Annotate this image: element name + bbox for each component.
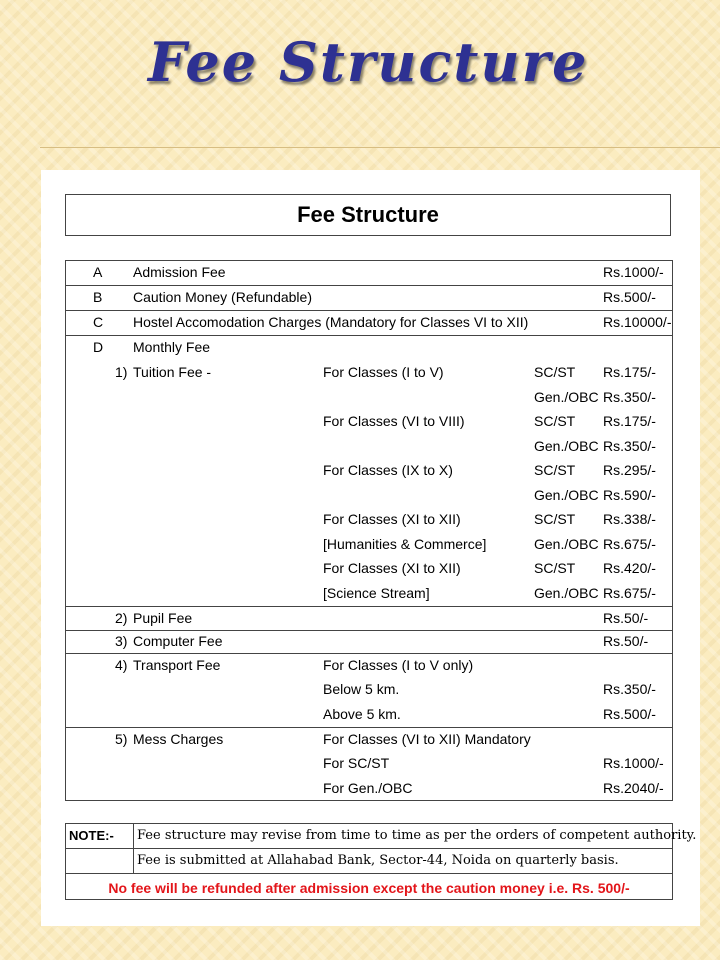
amount: Rs.420/-	[603, 560, 656, 576]
fee-table	[65, 260, 673, 801]
amount: Rs.675/-	[603, 536, 656, 552]
row-letter: A	[93, 264, 103, 280]
class-range: For Classes (VI to XII) Mandatory	[323, 731, 531, 747]
row-separator	[66, 606, 672, 607]
class-range: For Classes (XI to XII)	[323, 511, 461, 527]
row-label: Hostel Accomodation Charges (Mandatory for Classes VI to XII)	[133, 314, 529, 330]
category: SC/ST	[534, 364, 576, 380]
refund-warning: No fee will be refunded after admission except the caution money i.e. Rs. 500/-	[108, 880, 630, 896]
amount: Rs.350/-	[603, 681, 656, 697]
amount: Rs.500/-	[603, 706, 656, 722]
slide-title: Fee Structure	[148, 30, 589, 94]
class-range: For Classes (I to V)	[323, 364, 444, 380]
category: SC/ST	[534, 413, 576, 429]
row-separator	[66, 823, 672, 824]
amount: Rs.350/-	[603, 389, 656, 405]
row-separator	[66, 310, 672, 311]
note-box	[65, 823, 697, 900]
row-label: Monthly Fee	[133, 339, 211, 355]
row-separator	[66, 630, 672, 631]
category: For Gen./OBC	[323, 780, 413, 796]
amount: Rs.1000/-	[603, 755, 664, 771]
row-separator	[66, 727, 672, 728]
row-label: Admission Fee	[133, 264, 226, 280]
category: SC/ST	[534, 560, 576, 576]
item-number: 1)	[115, 364, 128, 380]
amount: Rs.338/-	[603, 511, 656, 527]
row-letter: D	[93, 339, 104, 355]
row-amount: Rs.50/-	[603, 610, 649, 626]
row-amount: Rs.500/-	[603, 289, 656, 305]
category: SC/ST	[534, 462, 576, 478]
row-separator	[66, 260, 672, 261]
amount: Rs.350/-	[603, 438, 656, 454]
distance: Above 5 km.	[323, 706, 401, 722]
row-label: Pupil Fee	[133, 610, 193, 626]
row-separator	[66, 335, 672, 336]
note-label: NOTE:-	[69, 828, 114, 843]
item-number: 3)	[115, 633, 128, 649]
tuition-fee-label: Tuition Fee -	[133, 364, 212, 380]
item-number: 2)	[115, 610, 128, 626]
row-letter: C	[93, 314, 104, 330]
row-amount: Rs.1000/-	[603, 264, 664, 280]
row-separator	[66, 653, 672, 654]
row-amount: Rs.10000/-	[603, 314, 672, 330]
fee-document	[41, 170, 700, 926]
title-divider	[40, 147, 720, 148]
row-label: Mess Charges	[133, 731, 224, 747]
row-label: Computer Fee	[133, 633, 223, 649]
note-line-1: Fee structure may revise from time to time as per the orders of competent authority.	[137, 828, 697, 843]
note-line-2: Fee is submitted at Allahabad Bank, Sector-44, Noida on quarterly basis.	[137, 853, 619, 868]
amount: Rs.175/-	[603, 364, 656, 380]
row-amount: Rs.50/-	[603, 633, 649, 649]
category: Gen./OBC	[534, 487, 599, 503]
category: Gen./OBC	[534, 536, 599, 552]
category: For SC/ST	[323, 755, 390, 771]
column-divider	[133, 823, 134, 873]
row-label: Caution Money (Refundable)	[133, 289, 312, 305]
class-range: For Classes (IX to X)	[323, 462, 453, 478]
class-range: For Classes (XI to XII)	[323, 560, 461, 576]
document-heading: Fee Structure	[65, 194, 671, 236]
class-range: [Science Stream]	[323, 585, 430, 601]
item-number: 4)	[115, 657, 128, 673]
class-range: [Humanities & Commerce]	[323, 536, 487, 552]
class-range: For Classes (I to V only)	[323, 657, 474, 673]
class-range: For Classes (VI to VIII)	[323, 413, 465, 429]
row-separator	[66, 285, 672, 286]
item-number: 5)	[115, 731, 128, 747]
category: Gen./OBC	[534, 585, 599, 601]
amount: Rs.590/-	[603, 487, 656, 503]
amount: Rs.675/-	[603, 585, 656, 601]
amount: Rs.2040/-	[603, 780, 664, 796]
category: Gen./OBC	[534, 438, 599, 454]
category: Gen./OBC	[534, 389, 599, 405]
row-letter: B	[93, 289, 103, 305]
distance: Below 5 km.	[323, 681, 400, 697]
row-separator	[66, 873, 672, 874]
row-label: Transport Fee	[133, 657, 221, 673]
amount: Rs.175/-	[603, 413, 656, 429]
category: SC/ST	[534, 511, 576, 527]
row-separator	[66, 848, 672, 849]
amount: Rs.295/-	[603, 462, 656, 478]
